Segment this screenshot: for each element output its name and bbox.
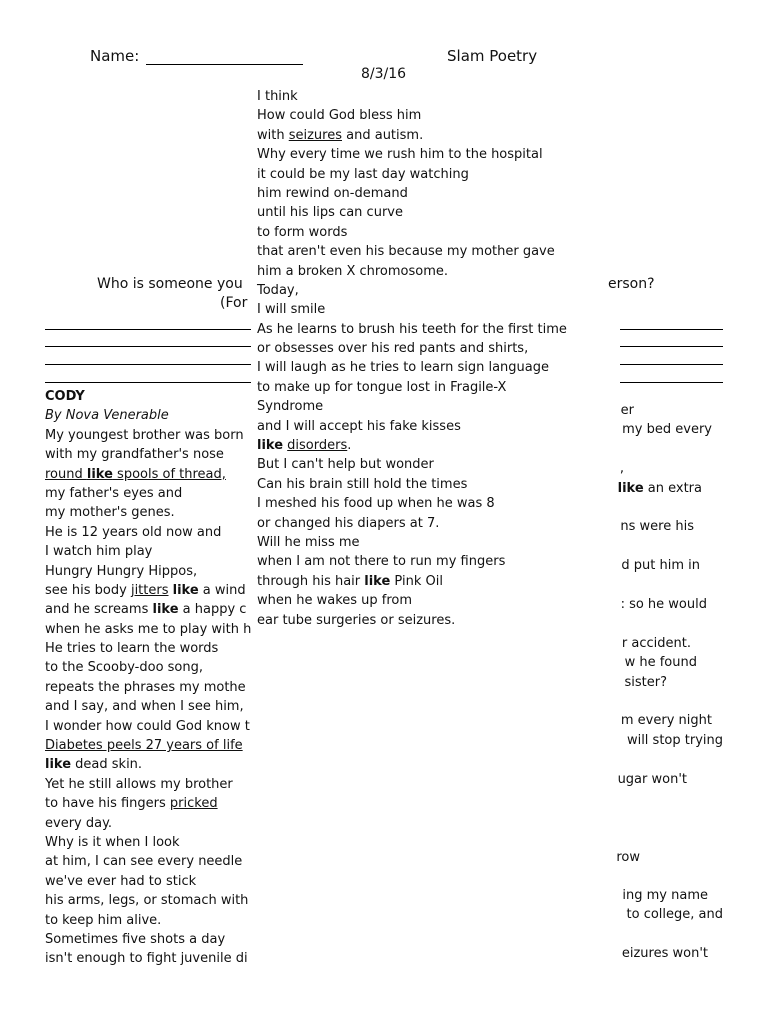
poem-line: my mother's genes. <box>45 505 175 521</box>
poem-line: I meshed his food up when he was 8 <box>257 496 495 512</box>
poem-fragment: my bed every <box>622 422 712 437</box>
poem-line: when he wakes up from <box>257 593 413 609</box>
poem-line: Today, <box>257 282 299 298</box>
poem-title: CODY <box>45 389 85 404</box>
poem-line: to keep him alive. <box>45 912 162 928</box>
poem-line: until his lips can curve <box>257 205 403 221</box>
poem-line: I think <box>257 89 298 104</box>
poem-line: when I am not there to run my fingers <box>257 554 506 570</box>
poem-line: Syndrome <box>257 399 324 415</box>
poem-line: his arms, legs, or stomach with <box>45 893 249 909</box>
poem-line: But I can't help but wonder <box>257 457 434 473</box>
poem-right-column <box>600 400 768 980</box>
poem-line: I will smile <box>257 302 326 318</box>
name-label: Name: <box>90 47 140 65</box>
prompt-line-2-start: (For <box>220 295 248 311</box>
poem-line: like dead skin. <box>45 757 143 773</box>
poem-line: my father's eyes and <box>45 485 183 501</box>
poem-line: My youngest brother was born <box>45 427 244 443</box>
answer-line[interactable] <box>45 346 251 347</box>
poem-fragment: will stop trying <box>626 733 723 748</box>
poem-overlay-panel <box>251 86 600 642</box>
poem-fragment: er <box>620 403 634 418</box>
poem-line: with seizures and autism. <box>257 127 424 143</box>
poem-line: every day. <box>45 815 113 831</box>
poem-line: we've ever had to stick <box>45 873 197 889</box>
poem-line: him rewind on-demand <box>257 185 408 201</box>
poem-line: see his body jitters like a wind <box>45 582 246 598</box>
answer-line[interactable] <box>620 346 723 347</box>
name-field-line[interactable] <box>146 64 303 65</box>
poem-line: to make up for tongue lost in Fragile-X <box>257 379 507 395</box>
poem-fragment: like an extra <box>617 481 702 496</box>
poem-line: He is 12 years old now and <box>45 524 222 540</box>
poem-line: that aren't even his because my mother gave <box>257 244 555 260</box>
poem-line: Sometimes five shots a day <box>45 931 226 947</box>
poem-line: and I will accept his fake kisses <box>257 418 461 434</box>
poem-line: through his hair like Pink Oil <box>257 573 443 589</box>
answer-line[interactable] <box>620 364 723 365</box>
poem-fragment: ing my name <box>622 888 708 903</box>
poem-line: when he asks me to play with h <box>45 621 251 637</box>
poem-fragment: sister? <box>624 675 667 690</box>
poem-line: and he screams like a happy c <box>45 602 247 618</box>
poem-line: with my grandfather's nose <box>45 447 224 463</box>
answer-line[interactable] <box>45 364 251 365</box>
poem-line: Hungry Hungry Hippos, <box>45 563 198 579</box>
poem-fragment: eizures won't <box>621 946 708 961</box>
poem-line: He tries to learn the words <box>45 641 219 657</box>
poem-line: Can his brain still hold the times <box>257 476 468 492</box>
poem-line: isn't enough to fight juvenile di <box>45 951 248 967</box>
poem-fragment: ns were his <box>620 519 694 534</box>
answer-line[interactable] <box>45 329 251 330</box>
poem-line: at him, I can see every needle <box>45 854 243 870</box>
worksheet-date: 8/3/16 <box>361 66 407 82</box>
poem-fragment: row <box>616 850 640 865</box>
poem-line: I watch him play <box>45 544 153 560</box>
poem-line: Why every time we rush him to the hospital <box>257 147 543 163</box>
answer-line[interactable] <box>620 329 723 330</box>
poem-line: repeats the phrases my mothe <box>45 679 246 695</box>
answer-line[interactable] <box>45 382 251 383</box>
poem-line: to form words <box>257 224 348 240</box>
prompt-line-start: Who is someone you <box>97 276 243 292</box>
poem-line: I will laugh as he tries to learn sign language <box>257 360 549 376</box>
poem-fragment: , <box>619 461 624 476</box>
poem-fragment: d put him in <box>621 558 700 573</box>
poem-line: to the Scooby-doo song, <box>45 660 204 676</box>
poem-fragment: w he found <box>624 655 697 670</box>
poem-fragment: to college, and <box>626 907 723 922</box>
poem-line: him a broken X chromosome. <box>257 263 449 279</box>
poem-line: it could be my last day watching <box>257 166 469 182</box>
poem-line: ear tube surgeries or seizures. <box>257 612 456 628</box>
poem-line: or changed his diapers at 7. <box>257 515 440 531</box>
poem-fragment: r accident. <box>621 636 691 651</box>
poem-line: or obsesses over his red pants and shirts, <box>257 341 529 357</box>
poem-line: like disorders. <box>257 438 352 454</box>
poem-line: Why is it when I look <box>45 834 180 850</box>
poem-fragment: ugar won't <box>617 772 687 787</box>
poem-author: By Nova Venerable <box>45 408 169 424</box>
poem-line: How could God bless him <box>257 108 422 124</box>
poem-line: Diabetes peels 27 years of life <box>45 738 243 754</box>
poem-line: As he learns to brush his teeth for the first time <box>257 321 567 337</box>
prompt-line-end: erson? <box>608 276 655 292</box>
poem-fragment: : so he would <box>620 597 707 612</box>
worksheet-title: Slam Poetry <box>447 47 538 65</box>
poem-line: Will he miss me <box>257 534 360 550</box>
poem-line: Yet he still allows my brother <box>45 776 233 792</box>
poem-line: round like spools of thread, <box>45 466 226 482</box>
poem-left-column <box>45 387 251 977</box>
poem-line: to have his fingers pricked <box>45 796 218 812</box>
poem-fragment: m every night <box>620 713 712 728</box>
poem-line: I wonder how could God know t <box>45 718 250 734</box>
poem-line: and I say, and when I see him, <box>45 699 244 715</box>
answer-line[interactable] <box>620 382 723 383</box>
